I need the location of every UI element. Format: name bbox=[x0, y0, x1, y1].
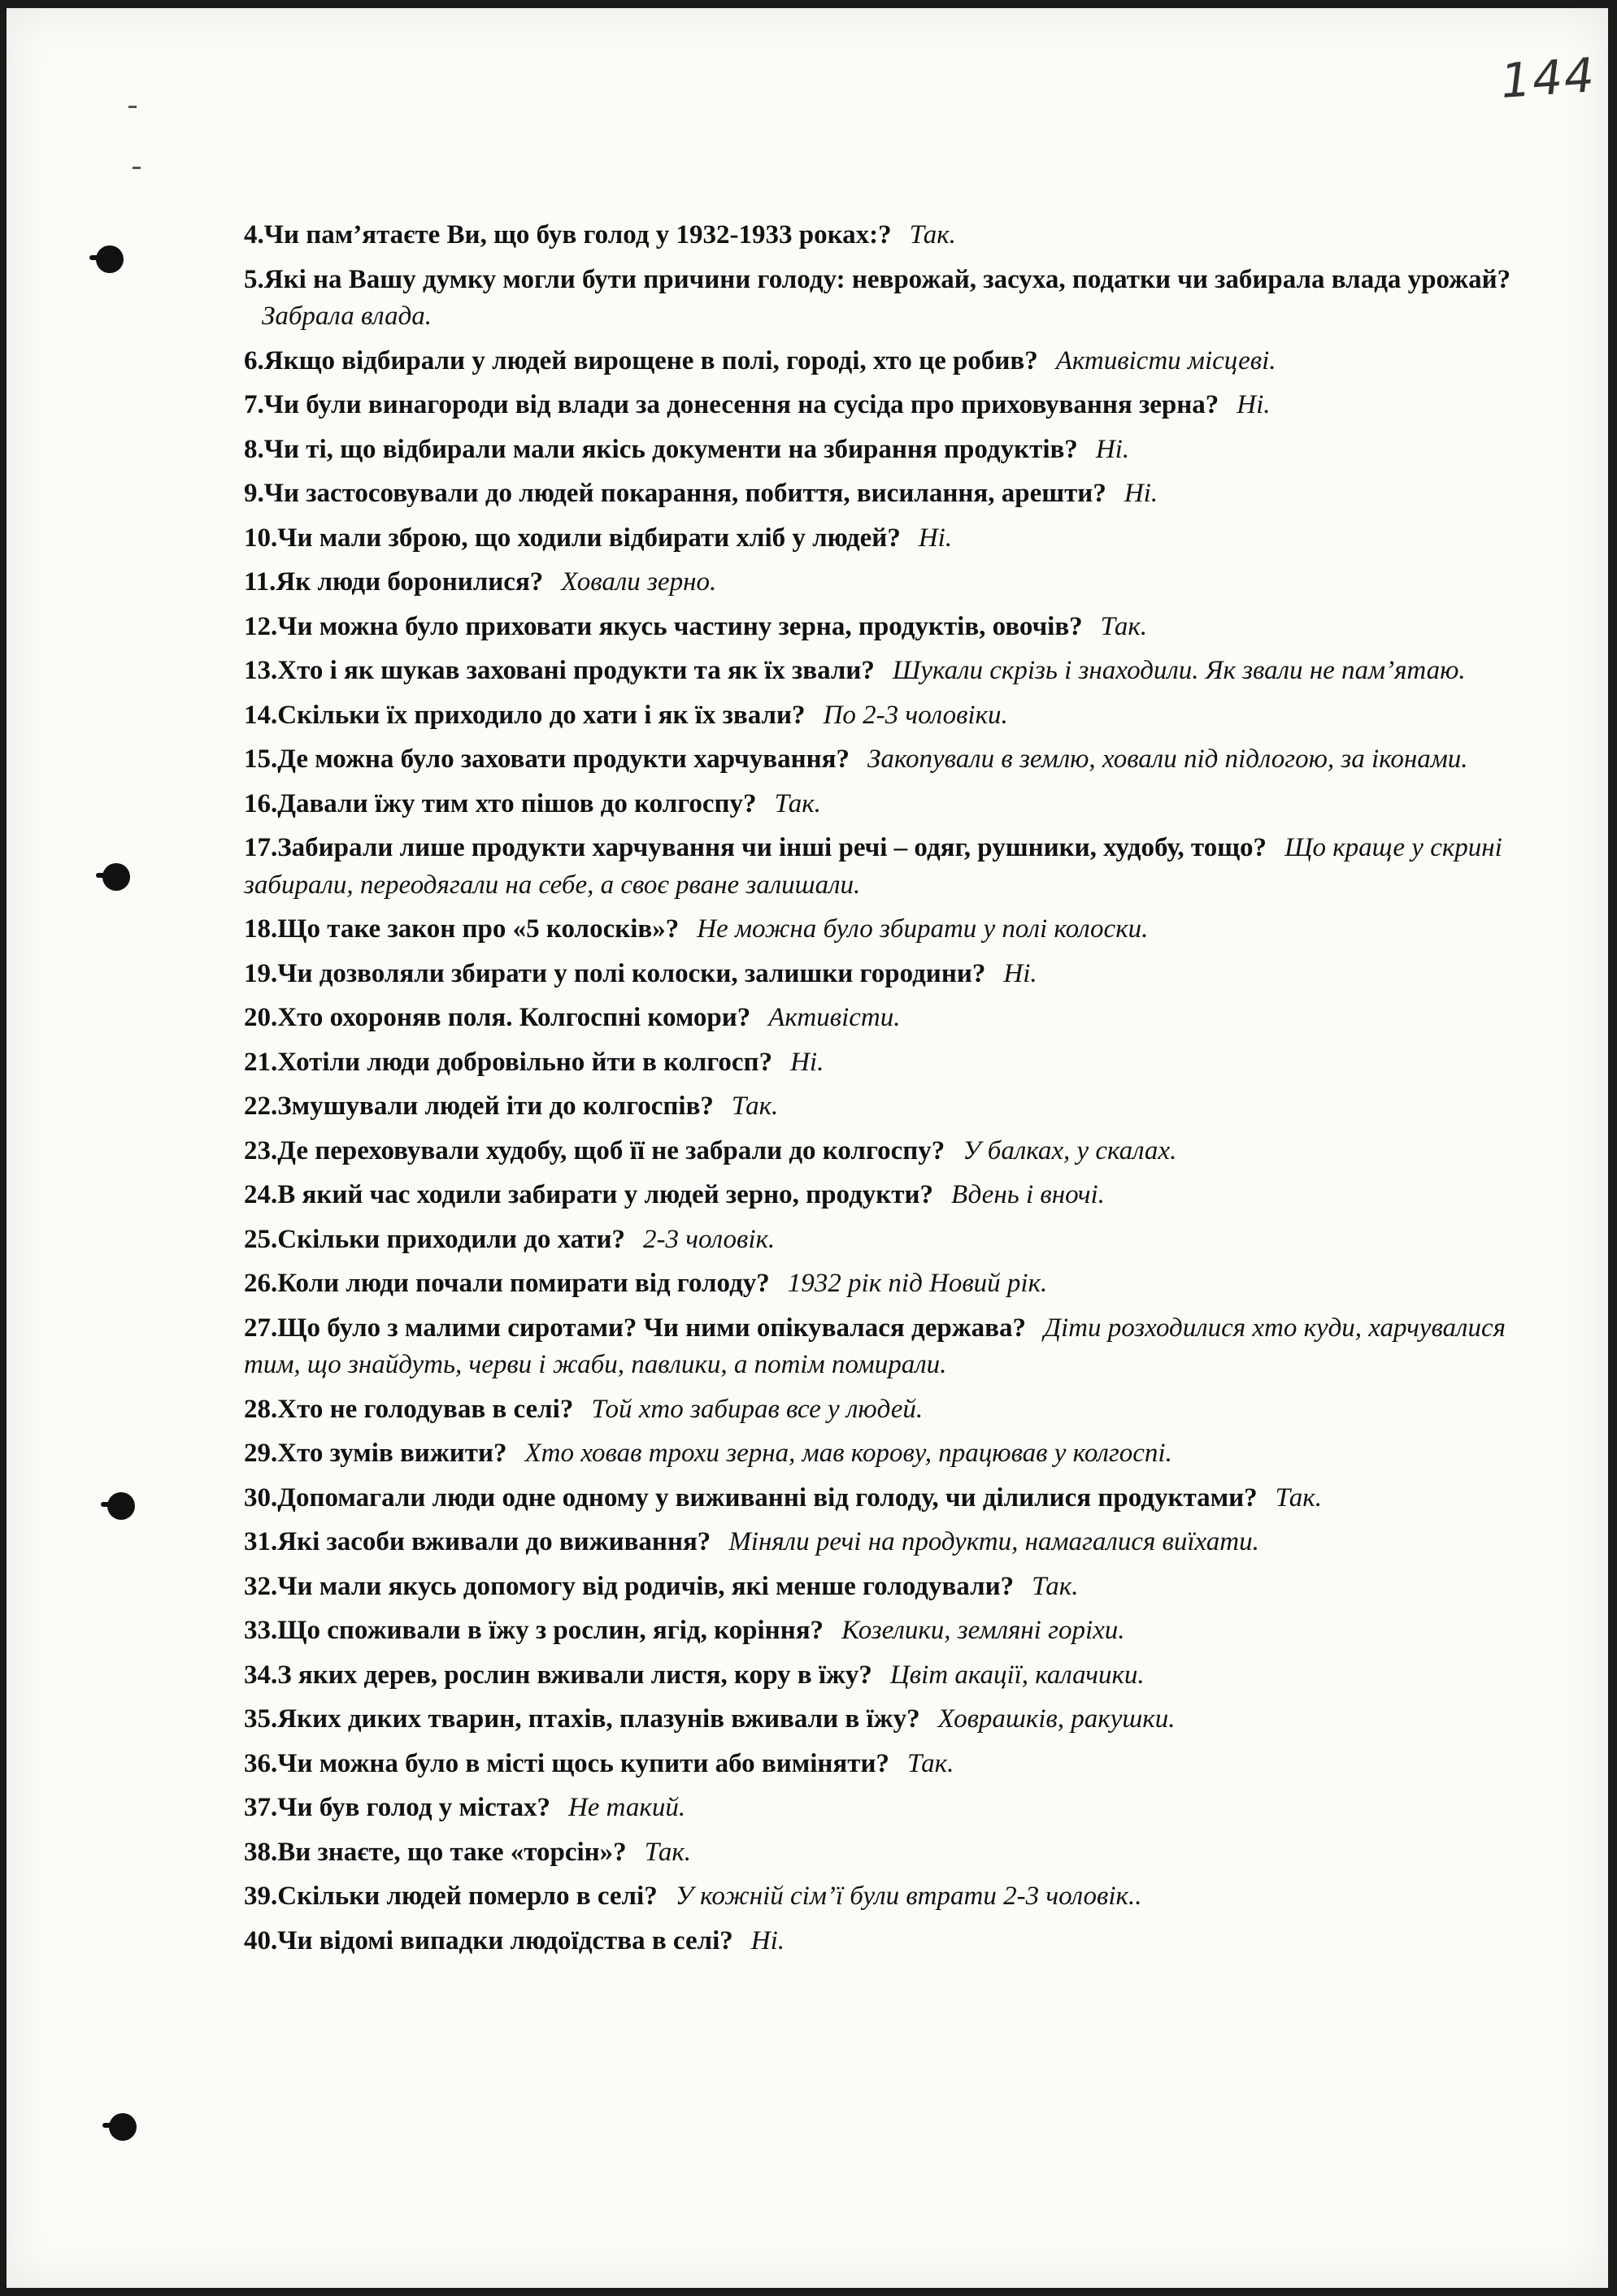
answer-text: Ні. bbox=[918, 523, 953, 553]
answer-text: У кожній сім’ї були втрати 2-3 чоловік.. bbox=[675, 1882, 1142, 1911]
question-text: 21.Хотіли люди добровільно йти в колгосп? bbox=[244, 1047, 773, 1077]
question-item bbox=[244, 609, 1512, 646]
answer-text: Не можна було збирати у полі колоски. bbox=[697, 914, 1149, 944]
question-text: 32.Чи мали якусь допомогу від родичів, які менше голодували? bbox=[244, 1571, 1015, 1601]
answer-text: Діти розходилися хто куди, харчувалися тим, що знайдуть, черви і жаби, павлики, а потім помирали. bbox=[244, 1313, 1506, 1379]
question-text: 14.Скільки їх приходило до хати і як їх звали? bbox=[244, 700, 806, 730]
answer-text: Ховрашків, ракушки. bbox=[937, 1704, 1176, 1734]
question-text: 7.Чи були винагороди від влади за донесення на сусіда про приховування зерна? bbox=[244, 390, 1219, 419]
question-item bbox=[244, 1044, 1512, 1082]
answer-text: Активісти місцеві. bbox=[1055, 345, 1276, 375]
question-text: 33.Що споживали в їжу з рослин, ягід, коріння? bbox=[244, 1616, 824, 1645]
question-text: 10.Чи мали зброю, що ходили відбирати хліб у людей? bbox=[244, 523, 901, 553]
answer-text: Що краще у скрині забирали, переодягали на себе, а своє рване залишали. bbox=[244, 833, 1502, 900]
question-text: 8.Чи ті, що відбирали мали якісь документи на збирання продуктів? bbox=[244, 434, 1078, 464]
question-item bbox=[244, 1878, 1512, 1916]
question-item bbox=[244, 343, 1512, 380]
answer-text: Так. bbox=[731, 1092, 779, 1121]
question-item bbox=[244, 1746, 1512, 1783]
question-text: 9.Чи застосовували до людей покарання, побиття, висилання, арешти? bbox=[244, 479, 1106, 508]
question-item bbox=[244, 1000, 1512, 1037]
question-item bbox=[244, 1391, 1512, 1429]
scan-mark bbox=[133, 167, 141, 169]
question-text: 27.Що було з малими сиротами? Чи ними опікувалася держава? bbox=[244, 1313, 1026, 1343]
answer-text: Цвіт акації, калачики. bbox=[889, 1660, 1145, 1690]
question-item bbox=[244, 1923, 1512, 1960]
handwritten-page-number: 144 bbox=[1498, 47, 1597, 109]
scan-mark bbox=[128, 106, 137, 108]
punch-hole bbox=[102, 863, 130, 891]
question-item bbox=[244, 786, 1512, 823]
question-text: 28.Хто не голодував в селі? bbox=[244, 1394, 574, 1424]
answer-text: Ні. bbox=[750, 1925, 785, 1955]
question-text: 23.Де переховували худобу, щоб її не забрали до колгоспу? bbox=[244, 1135, 945, 1165]
answer-text: Так. bbox=[909, 220, 956, 250]
answer-text: Той хто забирав все у людей. bbox=[591, 1394, 924, 1424]
question-text: 26.Коли люди почали помирати від голоду? bbox=[244, 1269, 770, 1298]
question-text: 40.Чи відомі випадки людоїдства в селі? bbox=[244, 1925, 733, 1955]
question-item bbox=[244, 1701, 1512, 1738]
question-item bbox=[244, 1524, 1512, 1561]
question-text: 29.Хто зумів вижити? bbox=[244, 1439, 507, 1468]
question-item bbox=[244, 697, 1512, 735]
question-text: 13.Хто і як шукав заховані продукти та як їх звали? bbox=[244, 656, 875, 685]
answer-text: Ні. bbox=[1003, 958, 1037, 988]
answer-text: Активісти. bbox=[768, 1003, 901, 1032]
question-text: 39.Скільки людей померло в селі? bbox=[244, 1882, 658, 1911]
answer-text: 1932 рік під Новий рік. bbox=[787, 1269, 1048, 1298]
question-text: 31.Які засоби вживали до виживання? bbox=[244, 1527, 711, 1556]
question-text: 22.Змушували людей іти до колгоспів? bbox=[244, 1092, 714, 1121]
question-text: 19.Чи дозволяли збирати у полі колоски, залишки городини? bbox=[244, 958, 986, 988]
question-item bbox=[244, 1222, 1512, 1259]
question-text: 20.Хто охороняв поля. Колгоспні комори? bbox=[244, 1003, 751, 1032]
question-item bbox=[244, 1177, 1512, 1214]
document-page bbox=[7, 8, 1608, 2288]
answer-text: Не такий. bbox=[567, 1793, 686, 1822]
question-item bbox=[244, 1612, 1512, 1650]
question-text: 30.Допомагали люди одне одному у виживанні від голоду, чи ділилися продуктами? bbox=[244, 1482, 1258, 1513]
question-item bbox=[244, 1657, 1512, 1695]
questionnaire-list bbox=[244, 217, 1512, 1967]
question-item bbox=[244, 956, 1512, 993]
punch-hole bbox=[96, 245, 124, 273]
answer-text: Так. bbox=[644, 1837, 692, 1867]
answer-text: Ні. bbox=[1237, 390, 1271, 419]
punch-hole bbox=[107, 1492, 135, 1520]
answer-text: Козелики, земляні горіхи. bbox=[841, 1616, 1125, 1645]
question-item bbox=[244, 1569, 1512, 1606]
question-item bbox=[244, 520, 1512, 558]
question-item bbox=[244, 830, 1512, 904]
question-item bbox=[244, 1834, 1512, 1872]
answer-text: Так. bbox=[1100, 611, 1148, 641]
answer-text: По 2-3 чоловіки. bbox=[823, 700, 1008, 730]
answer-text: Ні. bbox=[790, 1047, 824, 1077]
answer-text: 2-3 чоловік. bbox=[643, 1224, 776, 1254]
question-text: 25.Скільки приходили до хати? bbox=[244, 1224, 626, 1254]
punch-hole bbox=[109, 2113, 137, 2141]
question-text: 16.Давали їжу тим хто пішов до колгоспу? bbox=[244, 788, 757, 818]
question-item bbox=[244, 653, 1512, 690]
question-text: 6.Якщо відбирали у людей вирощене в полі, городі, хто це робив? bbox=[244, 345, 1038, 375]
question-item bbox=[244, 1310, 1512, 1384]
question-text: 34.З яких дерев, рослин вживали листя, кору в їжу? bbox=[244, 1660, 872, 1690]
question-text: 38.Ви знаєте, що таке «торсін»? bbox=[244, 1837, 627, 1867]
question-item bbox=[244, 1790, 1512, 1827]
question-item bbox=[244, 475, 1512, 513]
answer-text: Так. bbox=[1032, 1571, 1079, 1601]
question-text: 35.Яких диких тварин, птахів, плазунів вживали в їжу? bbox=[244, 1704, 920, 1734]
question-item bbox=[244, 741, 1512, 779]
question-text: 37.Чи був голод у містах? bbox=[244, 1793, 550, 1822]
question-item bbox=[244, 217, 1512, 254]
question-text: 24.В який час ходили забирати у людей зерно, продукти? bbox=[244, 1180, 934, 1209]
answer-text: Забрала влада. bbox=[262, 302, 433, 331]
question-item bbox=[244, 1435, 1512, 1473]
question-text: 12.Чи можна було приховати якусь частину зерна, продуктів, овочів? bbox=[244, 611, 1083, 641]
question-text: 4.Чи пам’ятаєте Ви, що був голод у 1932-1933 роках:? bbox=[244, 220, 892, 250]
question-item bbox=[244, 911, 1512, 948]
answer-text: Так. bbox=[1275, 1482, 1322, 1513]
question-item bbox=[244, 1265, 1512, 1303]
question-text: 5.Які на Вашу думку могли бути причини голоду: неврожай, засуха, податки чи забирала влада урожай? bbox=[244, 264, 1511, 294]
question-text: 15.Де можна було заховати продукти харчування? bbox=[244, 744, 850, 774]
answer-text: Хто ховав трохи зерна, мав корову, працював у колгоспі. bbox=[524, 1439, 1172, 1468]
question-item bbox=[244, 1133, 1512, 1170]
question-item bbox=[244, 262, 1512, 336]
answer-text: Так. bbox=[774, 788, 821, 818]
answer-text: Шукали скрізь і знаходили. Як звали не пам’ятаю. bbox=[892, 656, 1466, 685]
question-item bbox=[244, 387, 1512, 424]
answer-text: У балках, у скалах. bbox=[963, 1135, 1177, 1165]
question-item bbox=[244, 564, 1512, 601]
answer-text: Ні. bbox=[1124, 479, 1158, 508]
answer-text: Так. bbox=[906, 1748, 954, 1778]
question-item bbox=[244, 1480, 1512, 1517]
answer-text: Ні. bbox=[1095, 434, 1130, 464]
question-text: 17.Забирали лише продукти харчування чи інші речі – одяг, рушники, худобу, тощо? bbox=[244, 833, 1267, 862]
question-text: 11.Як люди боронилися? bbox=[244, 567, 544, 597]
answer-text: Вдень і вночі. bbox=[951, 1180, 1105, 1209]
question-item bbox=[244, 432, 1512, 469]
answer-text: Міняли речі на продукти, намагалися виїхати. bbox=[728, 1527, 1259, 1556]
answer-text: Закопували в землю, ховали під підлогою, за іконами. bbox=[867, 744, 1468, 774]
answer-text: Ховали зерно. bbox=[561, 567, 717, 597]
question-text: 18.Що таке закон про «5 колосків»? bbox=[244, 914, 680, 944]
question-item bbox=[244, 1088, 1512, 1126]
question-text: 36.Чи можна було в місті щось купити або виміняти? bbox=[244, 1748, 889, 1778]
